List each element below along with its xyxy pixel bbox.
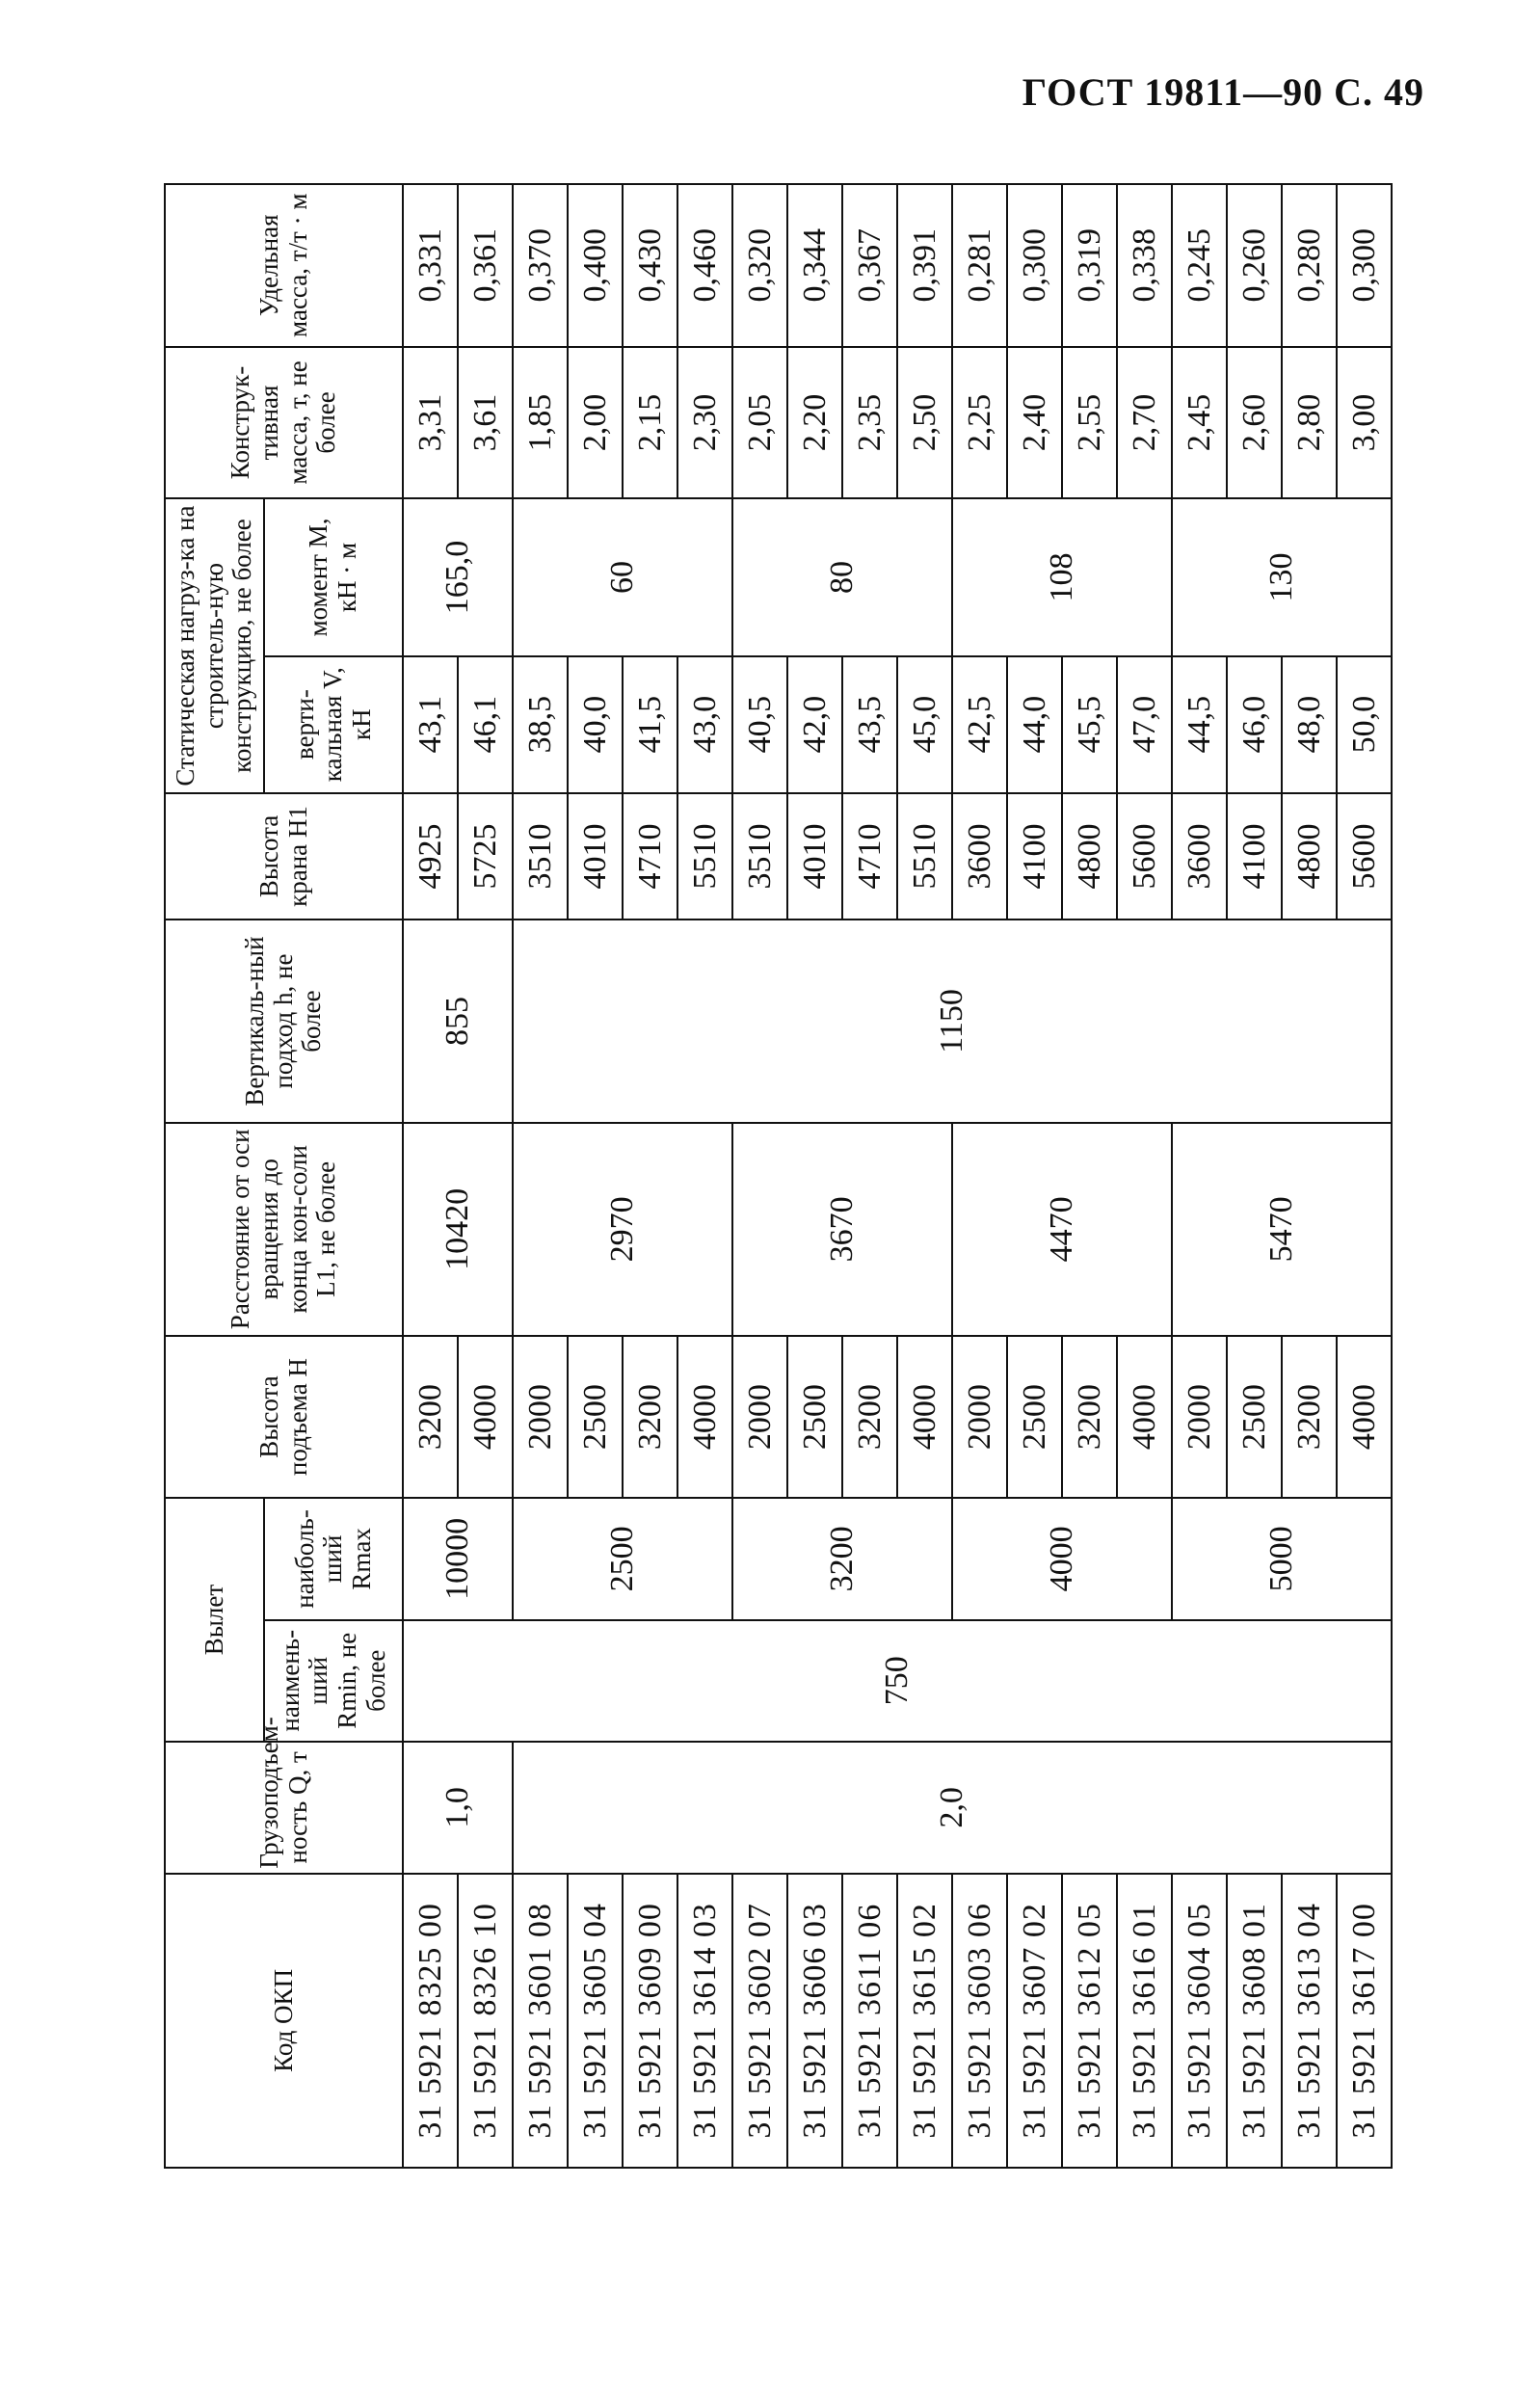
cell-crane-height: 5510	[897, 793, 952, 920]
cell-code: 31 5921 8326 10	[458, 1874, 513, 2168]
cell-mass: 2,70	[1117, 347, 1172, 499]
cell-vertical-load: 43,5	[842, 656, 897, 793]
cell-crane-height: 5600	[1117, 793, 1172, 920]
cell-code: 31 5921 3615 02	[897, 1874, 952, 2168]
cell-specific-mass: 0,430	[623, 184, 677, 347]
header-height: Высота подъема H	[165, 1336, 403, 1498]
cell-code: 31 5921 3606 03	[787, 1874, 842, 2168]
cell-mass: 2,60	[1227, 347, 1282, 499]
cell-code: 31 5921 3603 06	[952, 1874, 1007, 2168]
cell-reach-max: 5000	[1172, 1498, 1392, 1619]
cell-reach-max: 10000	[403, 1498, 513, 1619]
cell-mass: 2,00	[568, 347, 623, 499]
cell-specific-mass: 0,361	[458, 184, 513, 347]
cell-reach-min: 750	[403, 1620, 1392, 1742]
cell-mass: 3,31	[403, 347, 458, 499]
cell-specific-mass: 0,320	[732, 184, 787, 347]
cell-height: 3200	[403, 1336, 458, 1498]
cell-mass: 3,00	[1337, 347, 1392, 499]
cell-code: 31 5921 3608 01	[1227, 1874, 1282, 2168]
cell-mass: 2,35	[842, 347, 897, 499]
header-mass: Конструк-тивная масса, т, не более	[165, 347, 403, 499]
cell-vertical-load: 45,0	[897, 656, 952, 793]
cell-code: 31 5921 3616 01	[1117, 1874, 1172, 2168]
cell-vertical-load: 43,1	[403, 656, 458, 793]
cell-crane-height: 4710	[842, 793, 897, 920]
cell-specific-mass: 0,280	[1282, 184, 1337, 347]
cell-crane-height: 4710	[623, 793, 677, 920]
cell-code: 31 5921 3601 08	[513, 1874, 568, 2168]
cell-code: 31 5921 3607 02	[1007, 1874, 1062, 2168]
cell-vertical-approach: 855	[403, 920, 513, 1123]
cell-vertical-load: 47,0	[1117, 656, 1172, 793]
cell-mass: 2,15	[623, 347, 677, 499]
cell-crane-height: 4100	[1227, 793, 1282, 920]
cell-mass: 3,61	[458, 347, 513, 499]
cell-capacity: 1,0	[403, 1742, 513, 1874]
cell-height: 2000	[952, 1336, 1007, 1498]
cell-code: 31 5921 3613 04	[1282, 1874, 1337, 2168]
cell-vertical-load: 46,0	[1227, 656, 1282, 793]
header-code: Код ОКП	[165, 1874, 403, 2168]
cell-code: 31 5921 3617 00	[1337, 1874, 1392, 2168]
cell-specific-mass: 0,338	[1117, 184, 1172, 347]
header-reach-min: наимень-ший Rmin, не более	[264, 1620, 403, 1742]
cell-mass: 2,25	[952, 347, 1007, 499]
cell-vertical-load: 43,0	[677, 656, 732, 793]
crane-specs-table	[164, 183, 1393, 2169]
cell-vertical-load: 45,5	[1062, 656, 1117, 793]
cell-height: 2500	[568, 1336, 623, 1498]
header-crane-height: Высота крана H1	[165, 793, 403, 920]
rotated-table-wrapper	[164, 183, 1417, 2169]
cell-height: 4000	[1337, 1336, 1392, 1498]
cell-crane-height: 4925	[403, 793, 458, 920]
cell-vertical-load: 46,1	[458, 656, 513, 793]
cell-crane-height: 4800	[1062, 793, 1117, 920]
cell-crane-height: 3600	[1172, 793, 1227, 920]
cell-crane-height: 4100	[1007, 793, 1062, 920]
header-reach-group: Вылет	[165, 1498, 264, 1742]
cell-specific-mass: 0,370	[513, 184, 568, 347]
cell-capacity: 2,0	[513, 1742, 1392, 1874]
cell-distance: 4470	[952, 1123, 1172, 1336]
cell-distance: 10420	[403, 1123, 513, 1336]
cell-mass: 2,50	[897, 347, 952, 499]
header-specific-mass: Удельная масса, т/т · м	[165, 184, 403, 347]
header-vertical-approach: Вертикаль-ный подход h, не более	[165, 920, 403, 1123]
cell-height: 2500	[1227, 1336, 1282, 1498]
cell-height: 2000	[1172, 1336, 1227, 1498]
cell-specific-mass: 0,367	[842, 184, 897, 347]
cell-distance: 2970	[513, 1123, 732, 1336]
cell-specific-mass: 0,300	[1337, 184, 1392, 347]
cell-moment: 60	[513, 498, 732, 655]
cell-moment: 108	[952, 498, 1172, 655]
cell-crane-height: 4010	[568, 793, 623, 920]
cell-code: 31 5921 3609 00	[623, 1874, 677, 2168]
cell-height: 2000	[732, 1336, 787, 1498]
header-vertical-load: верти-кальная V, кН	[264, 656, 403, 793]
cell-specific-mass: 0,319	[1062, 184, 1117, 347]
cell-height: 4000	[897, 1336, 952, 1498]
cell-vertical-load: 40,5	[732, 656, 787, 793]
cell-crane-height: 4010	[787, 793, 842, 920]
cell-specific-mass: 0,281	[952, 184, 1007, 347]
cell-moment: 80	[732, 498, 952, 655]
cell-code: 31 5921 8325 00	[403, 1874, 458, 2168]
cell-height: 2500	[787, 1336, 842, 1498]
cell-moment: 130	[1172, 498, 1392, 655]
cell-crane-height: 3510	[732, 793, 787, 920]
cell-height: 4000	[677, 1336, 732, 1498]
cell-crane-height: 5600	[1337, 793, 1392, 920]
cell-reach-max: 2500	[513, 1498, 732, 1619]
cell-height: 4000	[1117, 1336, 1172, 1498]
cell-vertical-approach: 1150	[513, 920, 1392, 1123]
cell-reach-max: 4000	[952, 1498, 1172, 1619]
page-header: ГОСТ 19811—90 С. 49	[1022, 70, 1424, 114]
cell-vertical-load: 38,5	[513, 656, 568, 793]
cell-height: 3200	[623, 1336, 677, 1498]
cell-vertical-load: 42,5	[952, 656, 1007, 793]
cell-mass: 2,05	[732, 347, 787, 499]
cell-specific-mass: 0,391	[897, 184, 952, 347]
cell-code: 31 5921 3611 06	[842, 1874, 897, 2168]
cell-code: 31 5921 3614 03	[677, 1874, 732, 2168]
cell-height: 3200	[1282, 1336, 1337, 1498]
cell-vertical-load: 42,0	[787, 656, 842, 793]
cell-mass: 1,85	[513, 347, 568, 499]
cell-height: 2500	[1007, 1336, 1062, 1498]
header-moment: момент M, кН · м	[264, 498, 403, 655]
cell-crane-height: 3600	[952, 793, 1007, 920]
cell-reach-max: 3200	[732, 1498, 952, 1619]
cell-crane-height: 5510	[677, 793, 732, 920]
cell-vertical-load: 41,5	[623, 656, 677, 793]
cell-moment: 165,0	[403, 498, 513, 655]
header-static-group: Статическая нагруз-ка на строитель-ную конструкцию, не более	[165, 498, 264, 792]
header-capacity: Грузоподъем-ность Q, т	[165, 1742, 403, 1874]
cell-distance: 5470	[1172, 1123, 1392, 1336]
cell-crane-height: 3510	[513, 793, 568, 920]
cell-code: 31 5921 3602 07	[732, 1874, 787, 2168]
cell-vertical-load: 44,5	[1172, 656, 1227, 793]
cell-crane-height: 4800	[1282, 793, 1337, 920]
cell-code: 31 5921 3604 05	[1172, 1874, 1227, 2168]
cell-mass: 2,30	[677, 347, 732, 499]
cell-specific-mass: 0,344	[787, 184, 842, 347]
cell-height: 2000	[513, 1336, 568, 1498]
cell-vertical-load: 44,0	[1007, 656, 1062, 793]
cell-specific-mass: 0,400	[568, 184, 623, 347]
cell-crane-height: 5725	[458, 793, 513, 920]
cell-specific-mass: 0,460	[677, 184, 732, 347]
cell-code: 31 5921 3605 04	[568, 1874, 623, 2168]
header-distance: Расстояние от оси вращения до конца кон-соли L1, не более	[165, 1123, 403, 1336]
cell-height: 4000	[458, 1336, 513, 1498]
cell-mass: 2,80	[1282, 347, 1337, 499]
cell-specific-mass: 0,331	[403, 184, 458, 347]
cell-height: 3200	[842, 1336, 897, 1498]
cell-vertical-load: 50,0	[1337, 656, 1392, 793]
cell-mass: 2,20	[787, 347, 842, 499]
cell-distance: 3670	[732, 1123, 952, 1336]
cell-specific-mass: 0,300	[1007, 184, 1062, 347]
cell-specific-mass: 0,245	[1172, 184, 1227, 347]
cell-height: 3200	[1062, 1336, 1117, 1498]
cell-code: 31 5921 3612 05	[1062, 1874, 1117, 2168]
cell-mass: 2,40	[1007, 347, 1062, 499]
cell-vertical-load: 48,0	[1282, 656, 1337, 793]
header-reach-max: наиболь-ший Rmax	[264, 1498, 403, 1619]
cell-vertical-load: 40,0	[568, 656, 623, 793]
cell-mass: 2,45	[1172, 347, 1227, 499]
cell-mass: 2,55	[1062, 347, 1117, 499]
cell-specific-mass: 0,260	[1227, 184, 1282, 347]
